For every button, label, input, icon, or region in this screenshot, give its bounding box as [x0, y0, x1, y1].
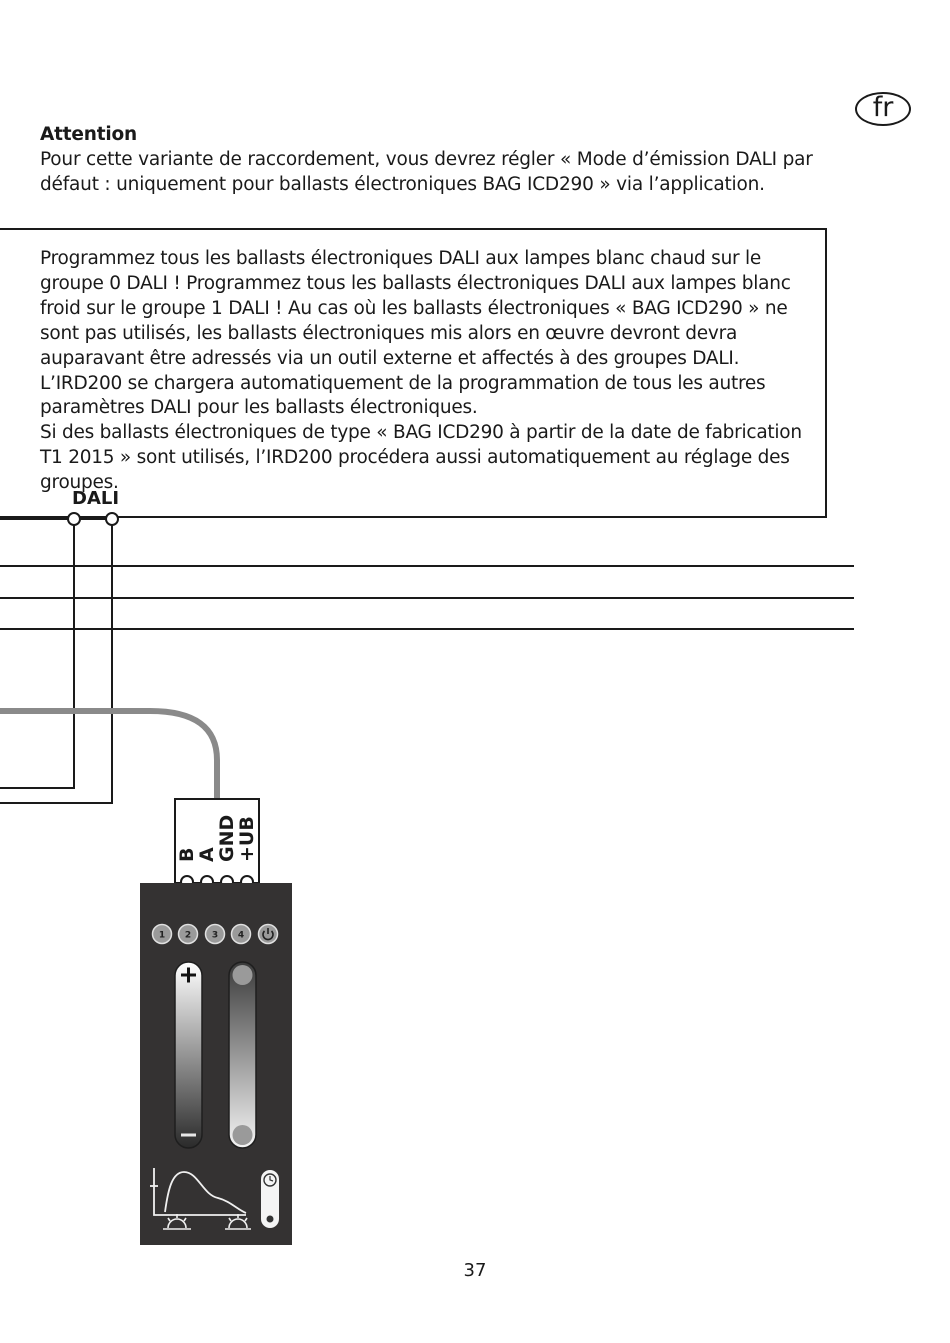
dali-wire-2: [0, 519, 112, 803]
slider-knob-top: [233, 965, 253, 985]
notice-paragraph-3: Si des ballasts électroniques de type « BAG ICD290 à partir de la date de fabrication T1 2015 » sont utilisés, l’IRD200 procédera aussi automatiquement au réglage des groupes.: [40, 422, 802, 494]
svg-text:1: 1: [158, 930, 166, 941]
ird200-device: [140, 883, 292, 1245]
notice-paragraph-1: Programmez tous les ballasts électroniques DALI aux lampes blanc chaud sur le groupe 0 DALI ! Programmez tous les ballasts électroniques DALI aux lampes blanc froid sur le groupe 1 DALI ! Au cas où les ballasts électroniques « BAG ICD290 » ne sont pas utilisés, les ballasts électroniques mis alors en œuvre devront devra auparavant être adressés via un outil externe et affectés à des groupes DALI.: [40, 248, 791, 369]
notice-paragraph-2: L’IRD200 se chargera automatiquement de la programmation de tous les autres paramètres DALI pour les ballasts électroniques.: [40, 372, 766, 419]
terminal-label-gnd: GND: [216, 814, 238, 862]
led-1-icon: [153, 925, 172, 944]
color-temperature-slider: [229, 962, 256, 1148]
page-number: 37: [463, 1260, 487, 1281]
terminal-label-ub: +UB: [236, 816, 258, 862]
attention-title: Attention: [40, 124, 137, 145]
clock-icon: [261, 1170, 279, 1228]
led-3-icon: [206, 925, 225, 944]
led-4-icon: [232, 925, 251, 944]
svg-text:4: 4: [237, 930, 245, 941]
dali-wire-1: [0, 519, 74, 788]
dali-label: DALI: [72, 488, 120, 509]
led-2-icon: [179, 925, 198, 944]
power-icon: [259, 925, 278, 944]
terminal-label-a: A: [196, 847, 218, 862]
language-badge: fr: [855, 92, 911, 126]
dali-terminal-1: [68, 513, 80, 525]
svg-text:2: 2: [184, 930, 192, 941]
svg-text:3: 3: [211, 930, 219, 941]
dimming-slider: [175, 962, 202, 1148]
attention-body: Pour cette variante de raccordement, vous devrez régler « Mode d’émission DALI par défaut : uniquement pour ballasts électroniques BAG ICD290 » via l’application.: [40, 149, 813, 195]
grey-cable: [0, 711, 217, 800]
terminal-label-b: B: [176, 847, 198, 862]
slider-knob-bottom: [233, 1125, 253, 1145]
dali-terminal-2: [106, 513, 118, 525]
